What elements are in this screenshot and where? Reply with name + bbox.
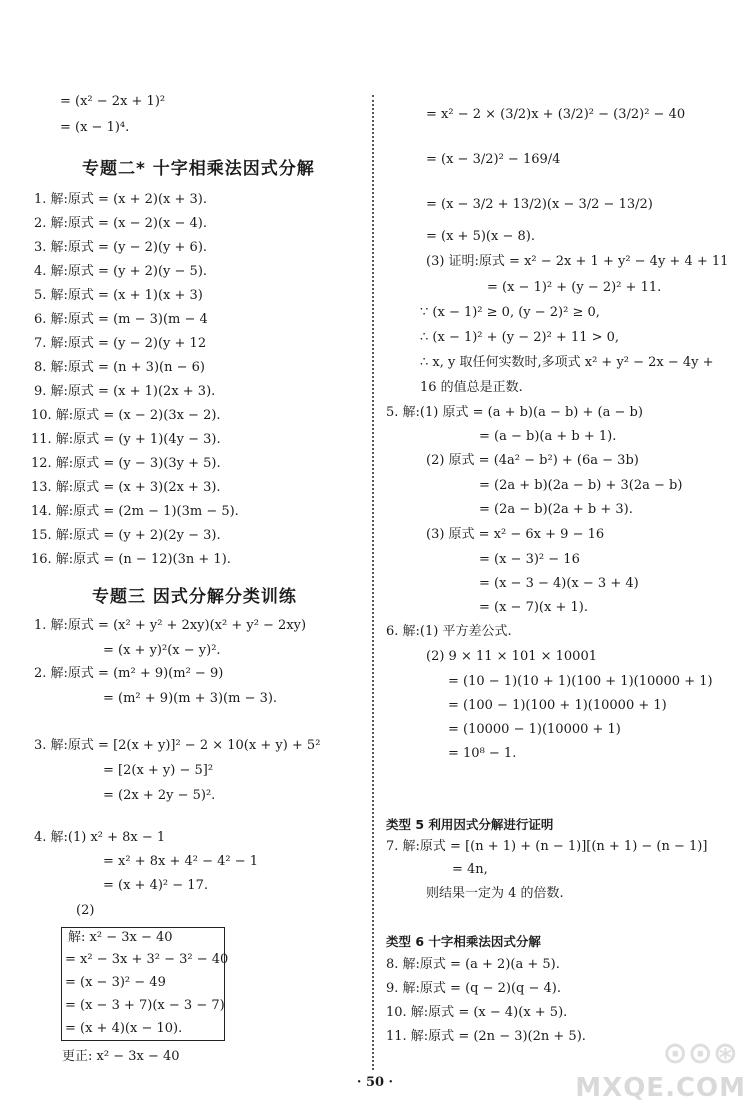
right-line-5: (3) 证明:原式 = x² − 2x + 1 + y² − 4y + 4 + 11 [426,254,729,269]
box-line-5: = (x + 4)(x − 10). [65,1021,183,1036]
topic2-item-10: 10. 解:原式 = (x − 2)(3x − 2). [31,408,221,423]
topic3-q2-line2: = (m² + 9)(m + 3)(m − 3). [103,691,278,706]
topic3-q4-line1: 4. 解:(1) x² + 8x − 1 [34,830,166,845]
type5-line-3: 则结果一定为 4 的倍数. [426,886,564,901]
watermark-text: MXQE.COM [575,1073,746,1103]
type6-line-2: 9. 解:原式 = (q − 2)(q − 4). [386,981,561,996]
topic3-q1-line1: 1. 解:原式 = (x² + y² + 2xy)(x² + y² − 2xy) [34,618,307,633]
box-line-1: 解: x² − 3x − 40 [68,930,173,945]
heading-topic3: 专题三 因式分解分类训练 [92,587,297,607]
intro-line-2: = (x − 1)⁴. [60,120,130,135]
topic3-q2-line1: 2. 解:原式 = (m² + 9)(m² − 9) [34,666,224,681]
right-line-20: 6. 解:(1) 平方差公式. [386,624,512,639]
box-line-3: = (x − 3)² − 49 [65,975,166,990]
page-number: · 50 · [356,1075,394,1090]
type6-line-4: 11. 解:原式 = (2n − 3)(2n + 5). [386,1029,586,1044]
topic2-item-3: 3. 解:原式 = (y − 2)(y + 6). [34,240,208,255]
topic3-q4-part2: (2) [76,903,95,918]
heading-topic2: 专题二* 十字相乘法因式分解 [82,159,315,179]
topic2-item-5: 5. 解:原式 = (x + 1)(x + 3) [34,288,203,303]
type5-line-1: 7. 解:原式 = [(n + 1) + (n − 1)][(n + 1) − (n − 1)] [386,839,708,854]
correction-line: 更正: x² − 3x − 40 [62,1049,180,1064]
topic3-q3-line1: 3. 解:原式 = [2(x + y)]² − 2 × 10(x + y) + 5² [34,738,321,753]
right-line-18: = (x − 3 − 4)(x − 3 + 4) [479,576,639,591]
right-line-21: (2) 9 × 11 × 101 × 10001 [426,649,597,664]
right-line-17: = (x − 3)² − 16 [479,552,580,567]
right-line-1: = x² − 2 × (3/2)x + (3/2)² − (3/2)² − 40 [426,107,686,122]
topic2-item-7: 7. 解:原式 = (y − 2)(y + 12 [34,336,207,351]
topic3-q1-line2: = (x + y)²(x − y)². [103,643,221,658]
topic3-q3-line3: = (2x + 2y − 5)². [103,788,216,803]
box-line-4: = (x − 3 + 7)(x − 3 − 7) [65,998,225,1013]
right-line-16: (3) 原式 = x² − 6x + 9 − 16 [426,527,605,542]
column-divider [372,95,374,1070]
right-line-9: ∴ x, y 取任何实数时,多项式 x² + y² − 2x − 4y + [420,355,714,370]
topic2-item-16: 16. 解:原式 = (n − 12)(3n + 1). [31,552,231,567]
topic2-item-6: 6. 解:原式 = (m − 3)(m − 4 [34,312,208,327]
right-line-23: = (100 − 1)(100 + 1)(10000 + 1) [448,698,667,713]
right-line-12: = (a − b)(a + b + 1). [479,429,617,444]
right-line-2: = (x − 3/2)² − 169/4 [426,152,561,167]
right-line-8: ∴ (x − 1)² + (y − 2)² + 11 > 0, [420,330,620,345]
right-line-19: = (x − 7)(x + 1). [479,600,588,615]
heading-type6: 类型 6 十字相乘法因式分解 [386,934,541,949]
topic2-item-14: 14. 解:原式 = (2m − 1)(3m − 5). [31,504,239,519]
topic2-item-13: 13. 解:原式 = (x + 3)(2x + 3). [31,480,221,495]
topic2-item-8: 8. 解:原式 = (n + 3)(n − 6) [34,360,205,375]
topic2-item-12: 12. 解:原式 = (y − 3)(3y + 5). [31,456,221,471]
heading-type5: 类型 5 利用因式分解进行证明 [386,817,554,832]
right-line-11: 5. 解:(1) 原式 = (a + b)(a − b) + (a − b) [386,405,643,420]
right-line-15: = (2a − b)(2a + b + 3). [479,502,633,517]
right-line-13: (2) 原式 = (4a² − b²) + (6a − 3b) [426,453,639,468]
right-line-22: = (10 − 1)(10 + 1)(100 + 1)(10000 + 1) [448,674,713,689]
type5-line-2: = 4n, [452,862,488,877]
topic3-q3-line2: = [2(x + y) − 5]² [103,763,214,778]
right-line-7: ∵ (x − 1)² ≥ 0, (y − 2)² ≥ 0, [420,305,600,320]
right-line-25: = 10⁸ − 1. [448,746,517,761]
topic3-q4-line3: = (x + 4)² − 17. [103,878,208,893]
watermark-logo-icon: ⊙⊙⊛ [662,1036,738,1071]
topic2-item-2: 2. 解:原式 = (x − 2)(x − 4). [34,216,208,231]
right-line-4: = (x + 5)(x − 8). [426,229,535,244]
right-line-14: = (2a + b)(2a − b) + 3(2a − b) [479,478,683,493]
topic2-item-4: 4. 解:原式 = (y + 2)(y − 5). [34,264,208,279]
topic2-item-11: 11. 解:原式 = (y + 1)(4y − 3). [31,432,221,447]
topic3-q4-line2: = x² + 8x + 4² − 4² − 1 [103,854,259,869]
right-line-6: = (x − 1)² + (y − 2)² + 11. [487,280,662,295]
topic2-item-1: 1. 解:原式 = (x + 2)(x + 3). [34,192,208,207]
boxed-solution [61,927,229,1041]
right-line-10: 16 的值总是正数. [420,380,523,395]
right-line-3: = (x − 3/2 + 13/2)(x − 3/2 − 13/2) [426,197,653,212]
right-line-24: = (10000 − 1)(10000 + 1) [448,722,621,737]
intro-line-1: = (x² − 2x + 1)² [60,94,166,109]
type6-line-3: 10. 解:原式 = (x − 4)(x + 5). [386,1005,568,1020]
topic2-item-9: 9. 解:原式 = (x + 1)(2x + 3). [34,384,216,399]
type6-line-1: 8. 解:原式 = (a + 2)(a + 5). [386,957,560,972]
box-line-2: = x² − 3x + 3² − 3² − 40 [65,952,229,967]
topic2-item-15: 15. 解:原式 = (y + 2)(2y − 3). [31,528,221,543]
